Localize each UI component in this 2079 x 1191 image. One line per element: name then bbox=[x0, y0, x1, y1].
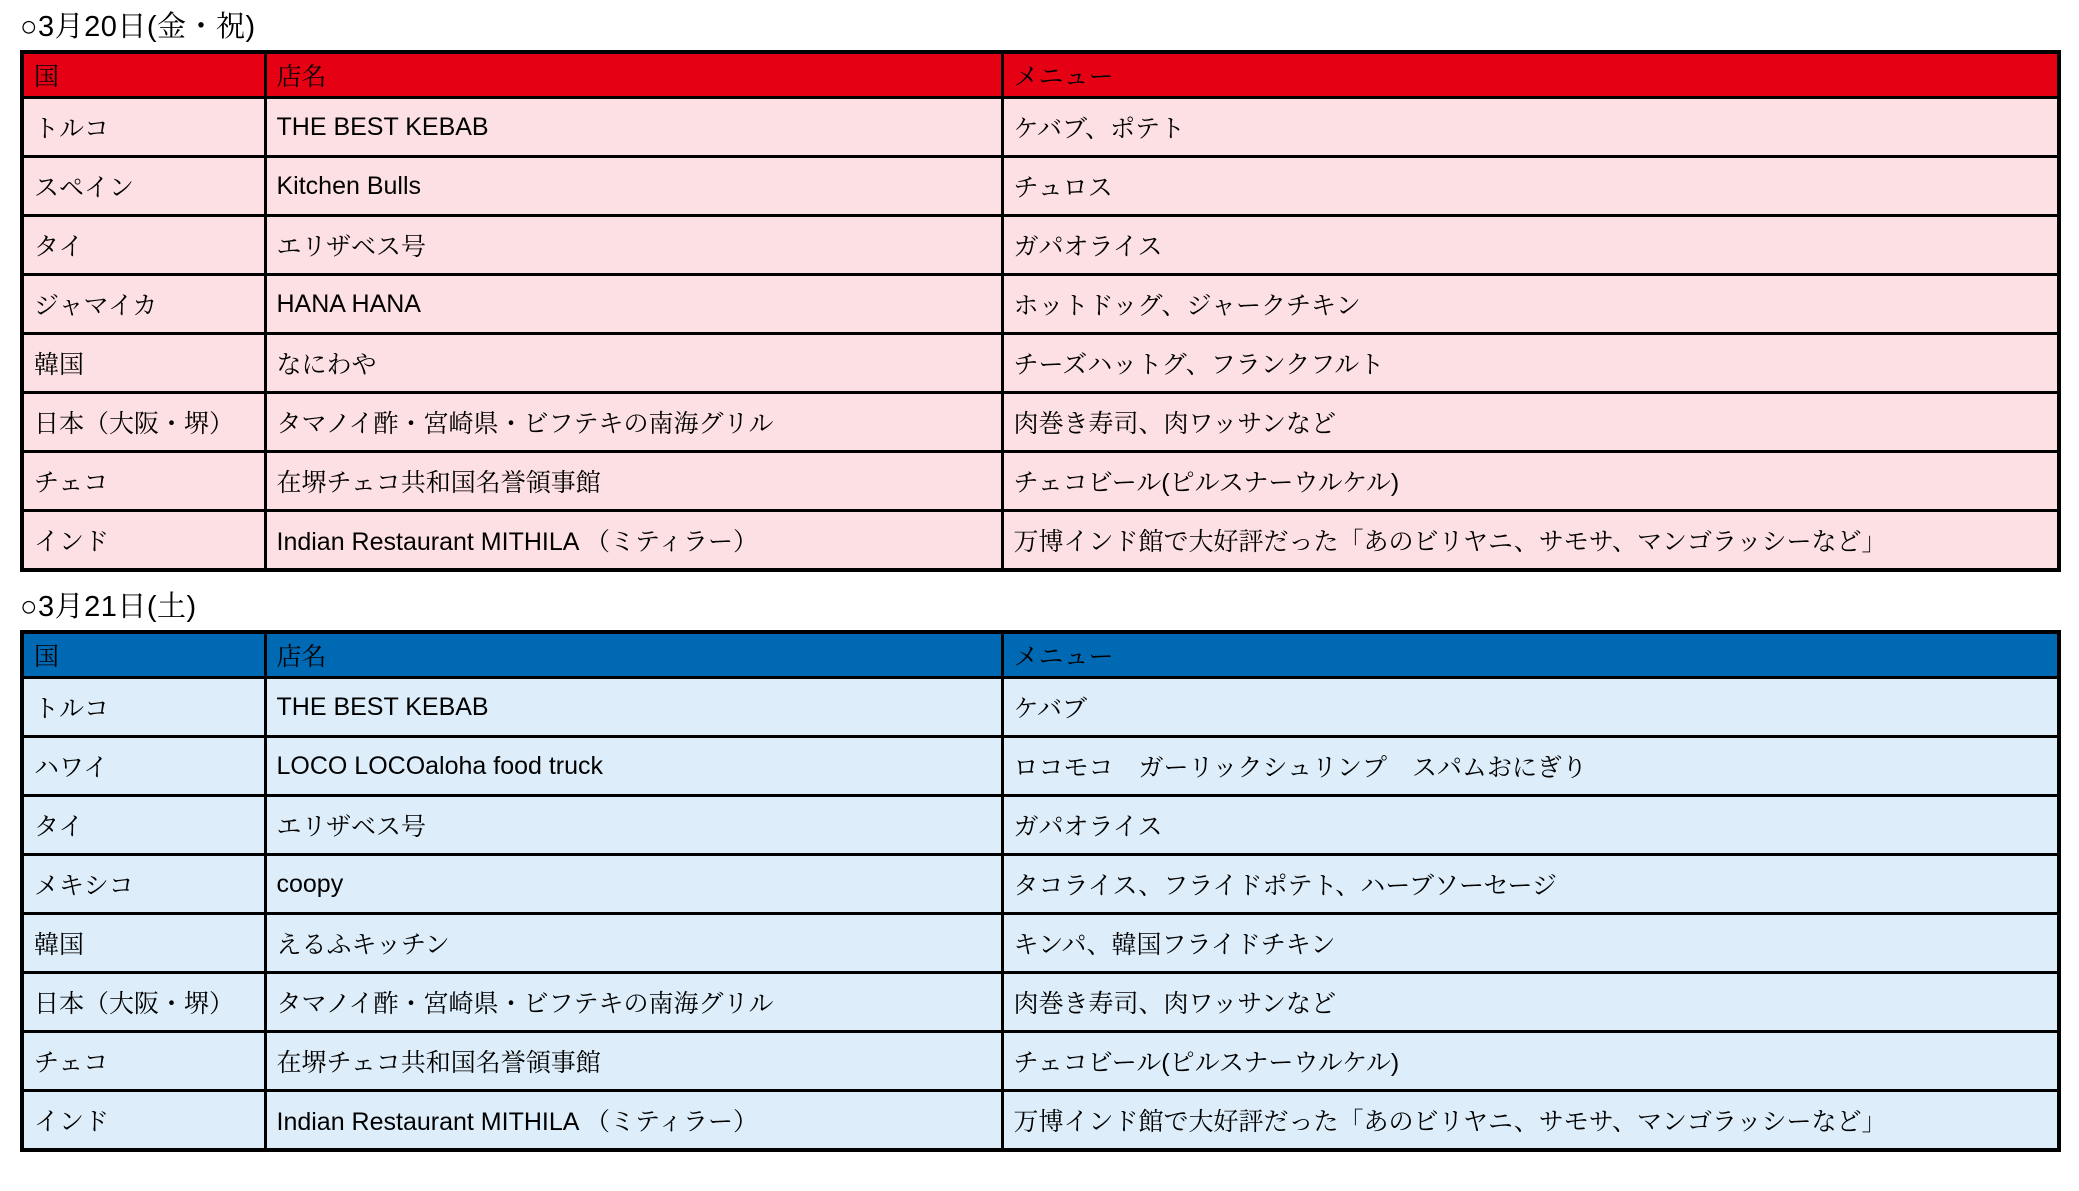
shop-cell: タマノイ酢・宮崎県・ビフテキの南海グリル bbox=[265, 393, 1002, 452]
header-row bbox=[22, 52, 2059, 98]
menu-cell: ホットドッグ、ジャークチキン bbox=[1002, 275, 2059, 334]
table-row bbox=[22, 216, 2059, 275]
shop-cell: Indian Restaurant MITHILA （ミティラー） bbox=[265, 1091, 1002, 1151]
table-header-march21 bbox=[22, 632, 2059, 678]
section-title-march21: ○3月21日(土) bbox=[20, 591, 197, 623]
table-row bbox=[22, 973, 2059, 1032]
column-header-menu: メニュー bbox=[1002, 632, 2059, 678]
table-row bbox=[22, 855, 2059, 914]
shop-cell: 在堺チェコ共和国名誉領事館 bbox=[265, 1032, 1002, 1091]
country-cell: 日本（大阪・堺） bbox=[22, 973, 265, 1032]
country-cell: ジャマイカ bbox=[22, 275, 265, 334]
table-row bbox=[22, 678, 2059, 737]
menu-cell: 肉巻き寿司、肉ワッサンなど bbox=[1002, 393, 2059, 452]
table-row bbox=[22, 452, 2059, 511]
table-row bbox=[22, 914, 2059, 973]
shop-cell: 在堺チェコ共和国名誉領事館 bbox=[265, 452, 1002, 511]
country-cell: ハワイ bbox=[22, 737, 265, 796]
section-gap bbox=[20, 572, 2079, 586]
table-row bbox=[22, 98, 2059, 157]
country-cell: タイ bbox=[22, 216, 265, 275]
menu-cell: ロコモコ ガーリックシュリンプ スパムおにぎり bbox=[1002, 737, 2059, 796]
country-cell: メキシコ bbox=[22, 855, 265, 914]
country-cell: 韓国 bbox=[22, 914, 265, 973]
country-cell: チェコ bbox=[22, 1032, 265, 1091]
table-body-march21 bbox=[22, 678, 2059, 1151]
shop-cell: なにわや bbox=[265, 334, 1002, 393]
country-cell: インド bbox=[22, 1091, 265, 1151]
menu-cell: ケバブ、ポテト bbox=[1002, 98, 2059, 157]
shop-cell: Indian Restaurant MITHILA （ミティラー） bbox=[265, 511, 1002, 571]
table-row bbox=[22, 157, 2059, 216]
table-row bbox=[22, 393, 2059, 452]
table-row bbox=[22, 737, 2059, 796]
menu-cell: 肉巻き寿司、肉ワッサンなど bbox=[1002, 973, 2059, 1032]
country-cell: タイ bbox=[22, 796, 265, 855]
menu-cell: タコライス、フライドポテト、ハーブソーセージ bbox=[1002, 855, 2059, 914]
menu-cell: ケバブ bbox=[1002, 678, 2059, 737]
shop-cell: coopy bbox=[265, 855, 1002, 914]
schedule-table-march20 bbox=[20, 50, 2061, 572]
table-header-march20 bbox=[22, 52, 2059, 98]
table-row bbox=[22, 334, 2059, 393]
country-cell: 韓国 bbox=[22, 334, 265, 393]
header-row bbox=[22, 632, 2059, 678]
shop-cell: タマノイ酢・宮崎県・ビフテキの南海グリル bbox=[265, 973, 1002, 1032]
menu-cell: キンパ、韓国フライドチキン bbox=[1002, 914, 2059, 973]
shop-cell: THE BEST KEBAB bbox=[265, 678, 1002, 737]
column-header-country: 国 bbox=[22, 632, 265, 678]
country-cell: 日本（大阪・堺） bbox=[22, 393, 265, 452]
menu-cell: チェコビール(ピルスナーウルケル) bbox=[1002, 452, 2059, 511]
schedule-table-march21 bbox=[20, 630, 2061, 1152]
country-cell: トルコ bbox=[22, 98, 265, 157]
table-row bbox=[22, 1091, 2059, 1151]
menu-cell: 万博インド館で大好評だった「あのビリヤニ、サモサ、マンゴラッシーなど」 bbox=[1002, 511, 2059, 571]
menu-cell: チュロス bbox=[1002, 157, 2059, 216]
country-cell: チェコ bbox=[22, 452, 265, 511]
menu-cell: ガパオライス bbox=[1002, 796, 2059, 855]
shop-cell: エリザベス号 bbox=[265, 796, 1002, 855]
menu-cell: ガパオライス bbox=[1002, 216, 2059, 275]
country-cell: トルコ bbox=[22, 678, 265, 737]
country-cell: インド bbox=[22, 511, 265, 571]
shop-cell: HANA HANA bbox=[265, 275, 1002, 334]
menu-cell: チーズハットグ、フランクフルト bbox=[1002, 334, 2059, 393]
shop-cell: LOCO LOCOaloha food truck bbox=[265, 737, 1002, 796]
section-title-march20: ○3月20日(金・祝) bbox=[20, 11, 256, 43]
shop-cell: エリザベス号 bbox=[265, 216, 1002, 275]
shop-cell: THE BEST KEBAB bbox=[265, 98, 1002, 157]
column-header-shop: 店名 bbox=[265, 52, 1002, 98]
shop-cell: えるふキッチン bbox=[265, 914, 1002, 973]
column-header-shop: 店名 bbox=[265, 632, 1002, 678]
column-header-menu: メニュー bbox=[1002, 52, 2059, 98]
table-row bbox=[22, 275, 2059, 334]
menu-cell: チェコビール(ピルスナーウルケル) bbox=[1002, 1032, 2059, 1091]
shop-cell: Kitchen Bulls bbox=[265, 157, 1002, 216]
country-cell: スペイン bbox=[22, 157, 265, 216]
table-row bbox=[22, 796, 2059, 855]
table-row bbox=[22, 1032, 2059, 1091]
table-row bbox=[22, 511, 2059, 571]
table-body-march20 bbox=[22, 98, 2059, 571]
column-header-country: 国 bbox=[22, 52, 265, 98]
menu-cell: 万博インド館で大好評だった「あのビリヤニ、サモサ、マンゴラッシーなど」 bbox=[1002, 1091, 2059, 1151]
